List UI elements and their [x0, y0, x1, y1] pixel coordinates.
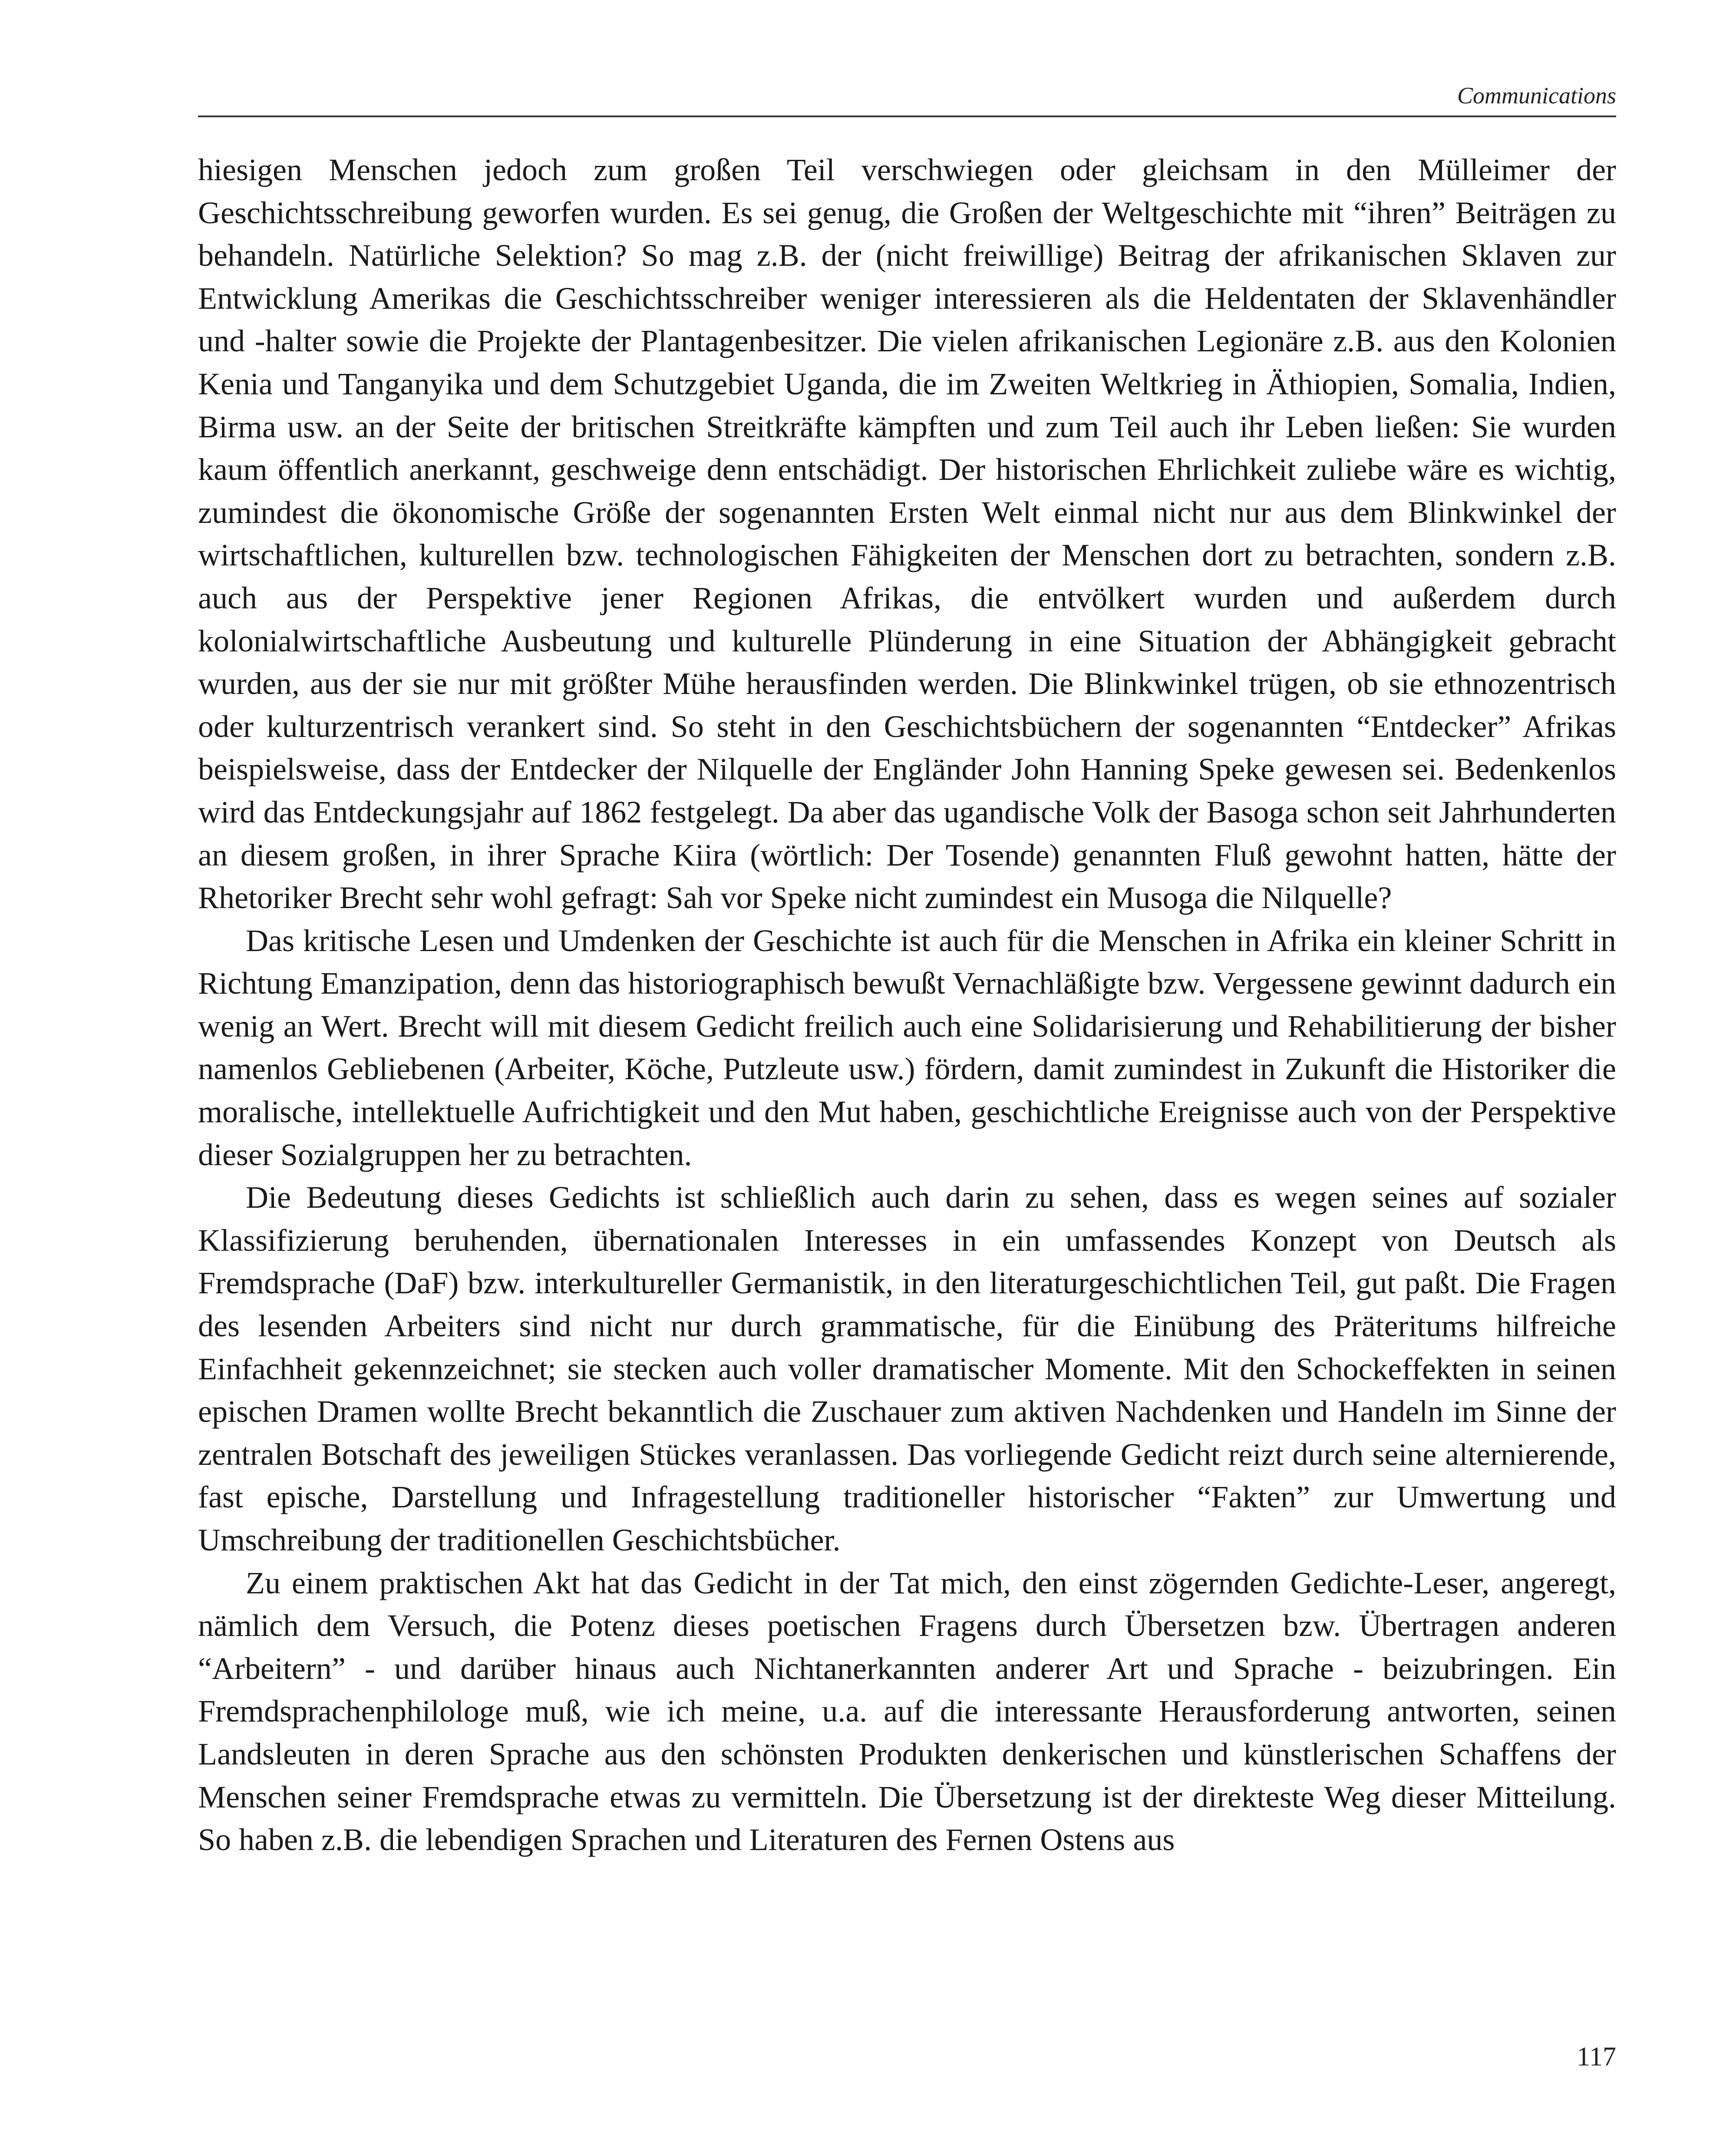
- paragraph-critical-reading: Das kritische Lesen und Umdenken der Geschichte ist auch für die Menschen in Afrika ein kleiner Schritt in Richtung Emanzipation, denn das historiographisch bewußt Vernachläßigte bzw. Vergessene gewinnt dadurch ein wenig an Wert. Brecht will mit diesem Gedicht freilich auch eine Solidarisierung und Rehabilitierung der bisher namenlos Gebliebenen (Arbeiter, Köche, Putzleute usw.) fördern, damit zumindest in Zukunft die Historiker die moralische, intellektuelle Aufrichtigkeit und den Mut haben, geschichtliche Ereignisse auch von der Perspektive dieser Sozialgruppen her zu betrachten.: [198, 923, 1616, 1172]
- main-text: [198, 149, 1616, 1861]
- paragraph-continuation: hiesigen Menschen jedoch zum großen Teil verschwiegen oder gleichsam in den Mülleimer der Geschichtsschreibung geworfen wurden. Es sei genug, die Großen der Weltgeschichte mit “ihren” Beiträgen zu behandeln. Natürliche Selektion? So mag z.B. der (nicht freiwillige) Beitrag der afrikanischen Sklaven zur Entwicklung Amerikas die Geschichtsschreiber weniger interessieren als die Heldentaten der Sklavenhändler und -halter sowie die Projekte der Plantagenbesitzer. Die vielen afrikanischen Legionäre z.B. aus den Kolonien Kenia und Tanganyika und dem Schutzgebiet Uganda, die im Zweiten Weltkrieg in Äthiopien, Somalia, Indien, Birma usw. an der Seite der britischen Streitkräfte kämpften und zum Teil auch ihr Leben ließen: Sie wurden kaum öffentlich anerkannt, geschweige denn entschädigt. Der historischen Ehrlichkeit zuliebe wäre es wichtig, zumindest die ökonomische Größe der sogenannten Ersten Welt einmal nicht nur aus dem Blinkwinkel der wirtschaftlichen, kulturellen bzw. technologischen Fähigkeiten der Menschen dort zu betrachten, sondern z.B. auch aus der Perspektive jener Regionen Afrikas, die entvölkert wurden und außerdem durch kolonialwirtschaftliche Ausbeutung und kulturelle Plünderung in eine Situation der Abhängigkeit gebracht wurden, aus der sie nur mit größter Mühe herausfinden werden. Die Blinkwinkel trügen, ob sie ethnozentrisch oder kulturzentrisch verankert sind. So steht in den Geschichtsbüchern der sogenannten “Entdecker” Afrikas beispielsweise, dass der Entdecker der Nilquelle der Engländer John Hanning Speke gewesen sei. Bedenkenlos wird das Entdeckungsjahr auf 1862 festgelegt. Da aber das ugandische Volk der Basoga schon seit Jahrhunderten an diesem großen, in ihrer Sprache Kiira (wörtlich: Der Tosende) genannten Fluß gewohnt hatten, hätte der Rhetoriker Brecht sehr wohl gefragt: Sah vor Speke nicht zumindest ein Musoga die Nilquelle?: [198, 152, 1616, 915]
- header-rule: [198, 116, 1616, 117]
- paragraph-significance: Die Bedeutung dieses Gedichts ist schließlich auch darin zu sehen, dass es wegen seines auf sozialer Klassifizierung beruhenden, übernationalen Interesses in ein umfassendes Konzept von Deutsch als Fremdsprache (DaF) bzw. interkultureller Germanistik, in den literaturgeschichtlichen Teil, gut paßt. Die Fragen des lesenden Arbeiters sind nicht nur durch grammatische, für die Einübung des Präteritums hilfreiche Einfachheit gekennzeichnet; sie stecken auch voller dramatischer Momente. Mit den Schockeffekten in seinen epischen Dramen wollte Brecht bekanntlich die Zuschauer zum aktiven Nachdenken und Handeln im Sinne der zentralen Botschaft des jeweiligen Stückes veranlassen. Das vorliegende Gedicht reizt durch seine alternierende, fast epische, Darstellung und Infragestellung traditioneller historischer “Fakten” zur Umwertung und Umschreibung der traditionellen Geschichtsbücher.: [198, 1180, 1616, 1557]
- paragraph-translation: Zu einem praktischen Akt hat das Gedicht in der Tat mich, den einst zögernden Gedichte-Leser, angeregt, nämlich dem Versuch, die Potenz dieses poetischen Fragens durch Übersetzen bzw. Übertragen anderen “Arbeitern” - und darüber hinaus auch Nichtanerkannten anderer Art und Sprache - beizubringen. Ein Fremdsprachenphilologe muß, wie ich meine, u.a. auf die interessante Herausforderung antworten, seinen Landsleuten in deren Sprache aus den schönsten Produkten denkerischen und künstlerischen Schaffens der Menschen seiner Fremdsprache etwas zu vermitteln. Die Übersetzung ist der direkteste Weg dieser Mitteilung. So haben z.B. die lebendigen Sprachen und Literaturen des Fernen Ostens aus: [198, 1565, 1616, 1857]
- running-head-title: Communications: [1457, 83, 1616, 109]
- page-number: 117: [1577, 2042, 1616, 2072]
